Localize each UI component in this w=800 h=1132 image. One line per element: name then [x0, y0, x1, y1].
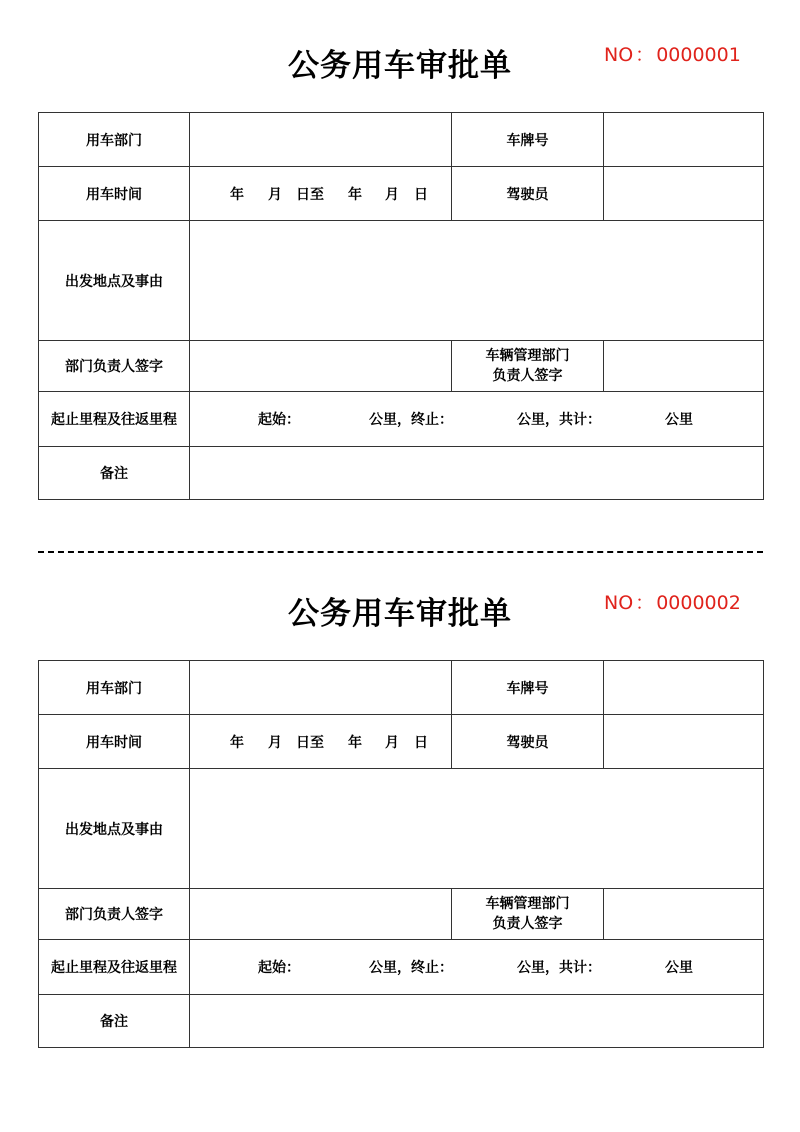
- number-prefix: NO: [604, 44, 634, 66]
- field-dept-head-sign[interactable]: [190, 341, 452, 392]
- date-year-start: 年: [230, 186, 244, 203]
- mileage-start-label: 起始：: [258, 412, 300, 428]
- field-plate[interactable]: [604, 661, 764, 715]
- label-destination: 出发地点及事由: [39, 769, 190, 889]
- number-prefix: NO: [604, 592, 634, 614]
- date-month-start: 月: [268, 186, 282, 203]
- field-vehicle-mgmt-sign[interactable]: [604, 889, 764, 940]
- row-remarks: [39, 447, 764, 500]
- row-mileage: [39, 940, 764, 995]
- field-mileage[interactable]: [190, 940, 764, 995]
- field-driver[interactable]: [604, 167, 764, 221]
- row-destination: [39, 769, 764, 889]
- label-vehicle-mgmt-line2: 负责人签字: [492, 916, 563, 932]
- field-vehicle-mgmt-sign[interactable]: [604, 341, 764, 392]
- label-plate: 车牌号: [452, 113, 604, 167]
- label-remarks: 备注: [39, 447, 190, 500]
- mileage-start-label: 起始：: [258, 960, 300, 976]
- number-separator: ：: [635, 592, 655, 614]
- mileage-end-label: 公里，终止：: [369, 960, 453, 976]
- mileage-unit: 公里: [665, 960, 693, 976]
- label-dept-head-sign: 部门负责人签字: [39, 889, 190, 940]
- field-time[interactable]: [190, 715, 452, 769]
- form-table: [38, 660, 764, 1048]
- form-number: [604, 588, 741, 615]
- date-year-end: 年: [348, 186, 362, 203]
- row-signatures: [39, 889, 764, 940]
- row-department: [39, 113, 764, 167]
- label-department: 用车部门: [39, 113, 190, 167]
- label-time: 用车时间: [39, 167, 190, 221]
- label-plate: 车牌号: [452, 661, 604, 715]
- date-day-end: 日: [414, 734, 428, 751]
- label-vehicle-mgmt-sign: [452, 341, 604, 392]
- date-day-end: 日: [414, 186, 428, 203]
- date-month-end: 月: [385, 186, 399, 203]
- field-destination[interactable]: [190, 221, 764, 341]
- row-department: [39, 661, 764, 715]
- field-dept-head-sign[interactable]: [190, 889, 452, 940]
- date-day-to: 日至: [296, 734, 324, 751]
- label-vehicle-mgmt-line2: 负责人签字: [492, 368, 563, 384]
- row-destination: [39, 221, 764, 341]
- row-time: [39, 167, 764, 221]
- cut-line-divider: [38, 551, 763, 553]
- date-month-end: 月: [385, 734, 399, 751]
- row-time: [39, 715, 764, 769]
- date-day-to: 日至: [296, 186, 324, 203]
- row-remarks: [39, 995, 764, 1048]
- field-remarks[interactable]: [190, 995, 764, 1048]
- label-destination: 出发地点及事由: [39, 221, 190, 341]
- label-driver: 驾驶员: [452, 715, 604, 769]
- mileage-unit: 公里: [665, 412, 693, 428]
- form-title: 公务用车审批单: [288, 48, 512, 84]
- mileage-total-label: 公里，共计：: [517, 960, 601, 976]
- mileage-total-label: 公里，共计：: [517, 412, 601, 428]
- form-table: [38, 112, 764, 500]
- row-mileage: [39, 392, 764, 447]
- number-value: 0000002: [656, 592, 741, 614]
- label-mileage: 起止里程及往返里程: [39, 392, 190, 447]
- field-time[interactable]: [190, 167, 452, 221]
- label-dept-head-sign: 部门负责人签字: [39, 341, 190, 392]
- label-time: 用车时间: [39, 715, 190, 769]
- number-value: 0000001: [656, 44, 741, 66]
- mileage-end-label: 公里，终止：: [369, 412, 453, 428]
- label-remarks: 备注: [39, 995, 190, 1048]
- label-department: 用车部门: [39, 661, 190, 715]
- form-number: [604, 40, 741, 67]
- field-plate[interactable]: [604, 113, 764, 167]
- date-month-start: 月: [268, 734, 282, 751]
- field-department[interactable]: [190, 113, 452, 167]
- field-remarks[interactable]: [190, 447, 764, 500]
- label-driver: 驾驶员: [452, 167, 604, 221]
- row-signatures: [39, 341, 764, 392]
- date-year-start: 年: [230, 734, 244, 751]
- form-title: 公务用车审批单: [288, 596, 512, 632]
- label-mileage: 起止里程及往返里程: [39, 940, 190, 995]
- field-destination[interactable]: [190, 769, 764, 889]
- label-vehicle-mgmt-line1: 车辆管理部门: [485, 347, 570, 364]
- field-mileage[interactable]: [190, 392, 764, 447]
- label-vehicle-mgmt-line1: 车辆管理部门: [485, 895, 570, 912]
- date-year-end: 年: [348, 734, 362, 751]
- field-driver[interactable]: [604, 715, 764, 769]
- number-separator: ：: [635, 44, 655, 66]
- field-department[interactable]: [190, 661, 452, 715]
- label-vehicle-mgmt-sign: [452, 889, 604, 940]
